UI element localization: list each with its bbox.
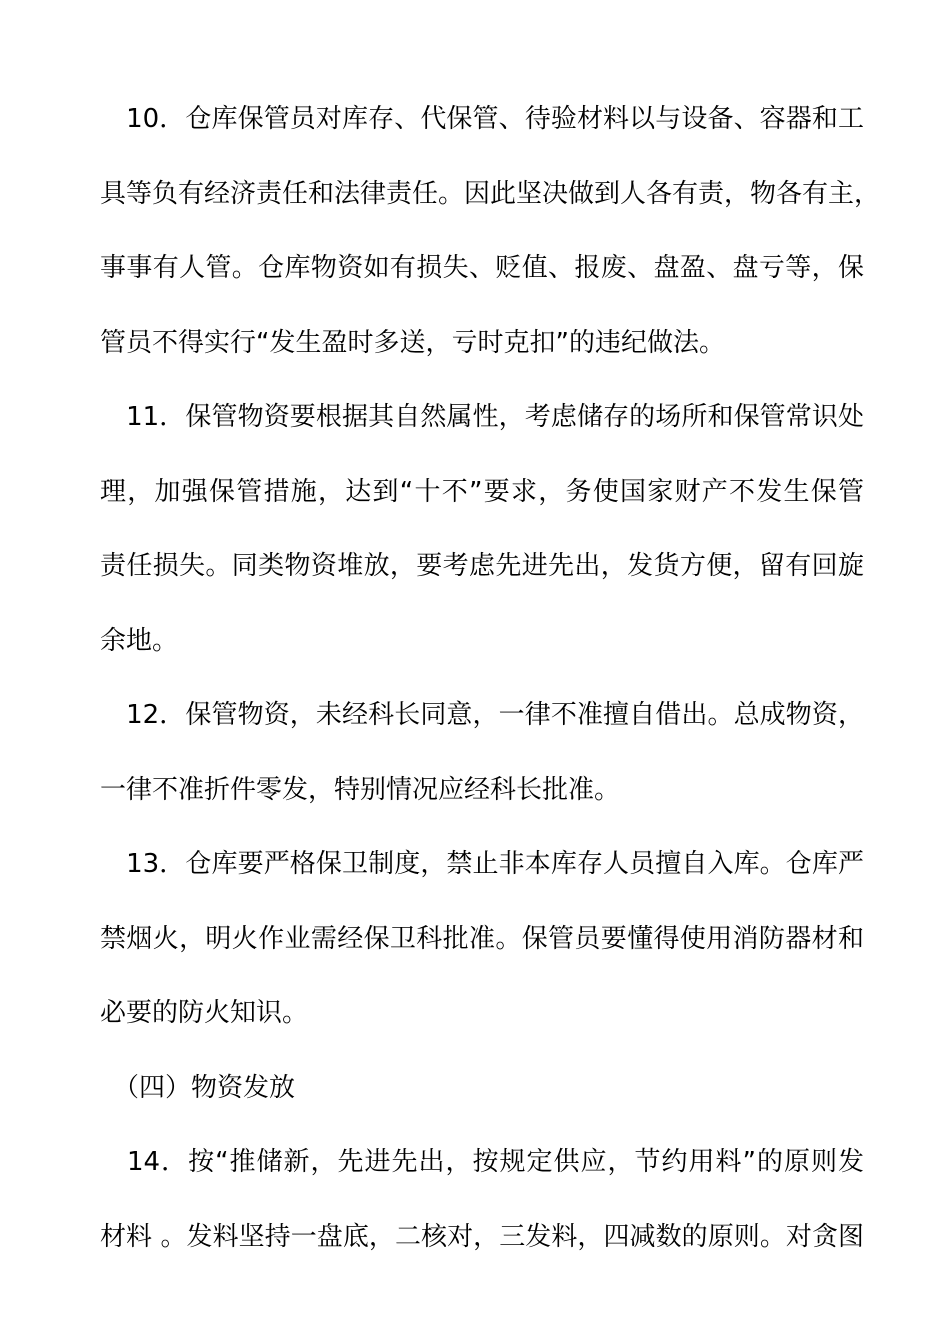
paragraph-11 [100,380,864,678]
paragraph-12 [100,678,864,827]
text-line: 12．保管物资，未经科长同意，一律不准擅自借出。总成物资， [100,700,864,730]
text-line: 具等负有经济责任和法律责任。因此坚决做到人各有责，物各有主， [100,178,881,209]
text-line: 10．仓库保管员对库存、代保管、待验材料以与设备、容器和工 [100,104,864,134]
section-heading-material-issue [100,1051,864,1126]
document-body [100,82,881,1274]
text-line: 事事有人管。仓库物资如有损失、贬值、报废、盘盈、盘亏等，保 [100,253,864,283]
text-line: 禁烟火，明火作业需经保卫科批准。保管员要懂得使用消防器材和 [100,923,864,954]
text-line: 管员不得实行“发生盈时多送，亏时克扣”的违纪做法。 [100,327,725,358]
paragraph-10 [100,82,881,380]
text-line: 材料 。发料坚持一盘底，二核对，三发料，四减数的原则。对贪图 [100,1221,864,1252]
paragraph-14 [100,1125,864,1274]
text-line: 11．保管物资要根据其自然属性，考虑储存的场所和保管常识处 [100,402,864,432]
text-line: 13．仓库要严格保卫制度，禁止非本库存人员擅自入库。仓库严 [100,849,864,879]
text-line: 余地。 [100,625,179,656]
text-line: 责任损失。同类物资堆放，要考虑先进先出，发货方便，留有回旋 [100,551,864,581]
section-heading: （四）物资发放 [100,1072,296,1103]
paragraph-13 [100,827,864,1051]
text-line: 14．按“推储新，先进先出，按规定供应，节约用料”的原则发 [100,1147,864,1177]
text-line: 一律不准折件零发，特别情况应经科长批准。 [100,774,621,805]
text-line: 理，加强保管措施，达到“十不”要求，务使国家财产不发生保管 [100,476,864,507]
text-line: 必要的防火知识。 [100,998,309,1028]
